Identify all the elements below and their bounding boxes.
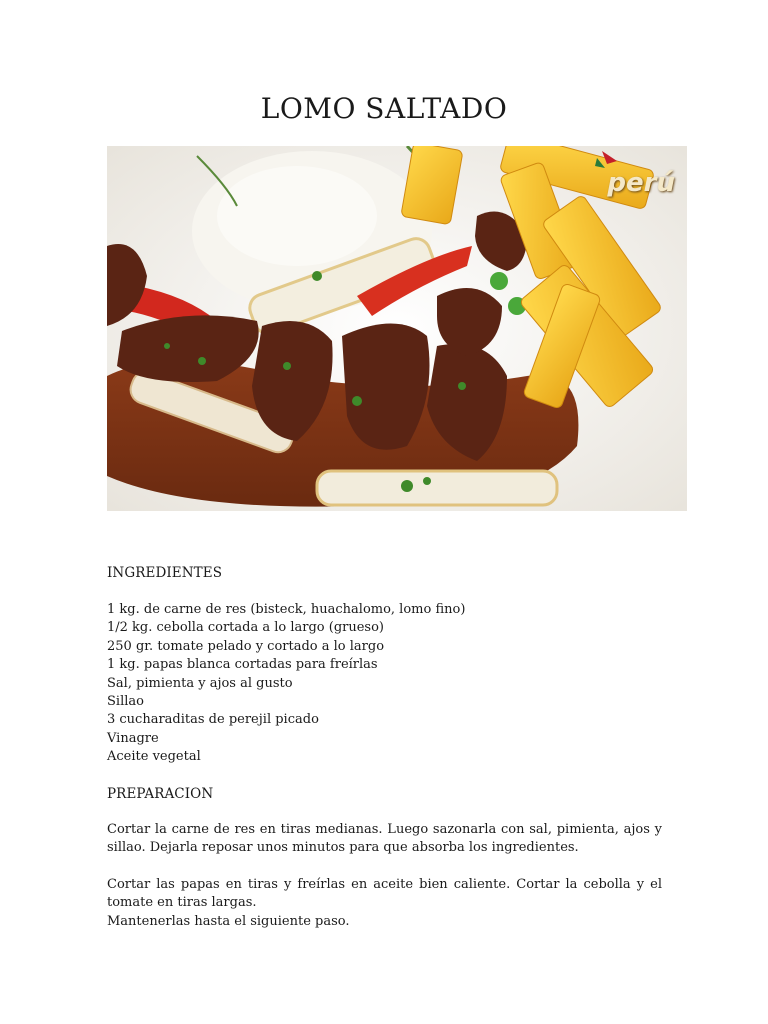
preparation-note: Mantenerlas hasta el siguiente paso. <box>107 914 350 929</box>
peru-logo: perú <box>607 168 675 198</box>
page-title: LOMO SALTADO <box>260 92 508 125</box>
preparation-step-2: Cortar las papas en tiras y freírlas en aceite bien caliente. Cortar la cebolla y el tomate en tiras largas. <box>107 877 662 911</box>
preparation-step-1: Cortar la carne de res en tiras medianas. Luego sazonarla con sal, pimienta, ajos y sillao. Dejarla reposar unos minutos para que absorba los ingredientes. <box>107 822 662 856</box>
list-item: 1 kg. papas blanca cortadas para freírlas <box>107 657 378 673</box>
dish-illustration <box>107 146 687 511</box>
dish-photo <box>107 146 687 511</box>
list-item: 250 gr. tomate pelado y cortado a lo largo <box>107 638 385 654</box>
list-item: Sal, pimienta y ajos al gusto <box>107 675 293 691</box>
list-item: 3 cucharaditas de perejil picado <box>107 712 319 728</box>
ingredients-list <box>107 601 465 767</box>
list-item: Aceite vegetal <box>107 749 201 765</box>
ingredients-heading: INGREDIENTES <box>107 565 223 581</box>
list-item: Vinagre <box>107 730 159 746</box>
list-item: 1/2 kg. cebolla cortada a lo largo (grueso) <box>107 620 384 636</box>
list-item: Sillao <box>107 694 144 710</box>
preparation-heading: PREPARACION <box>107 786 214 802</box>
list-item: 1 kg. de carne de res (bisteck, huachalomo, lomo fino) <box>107 602 466 617</box>
